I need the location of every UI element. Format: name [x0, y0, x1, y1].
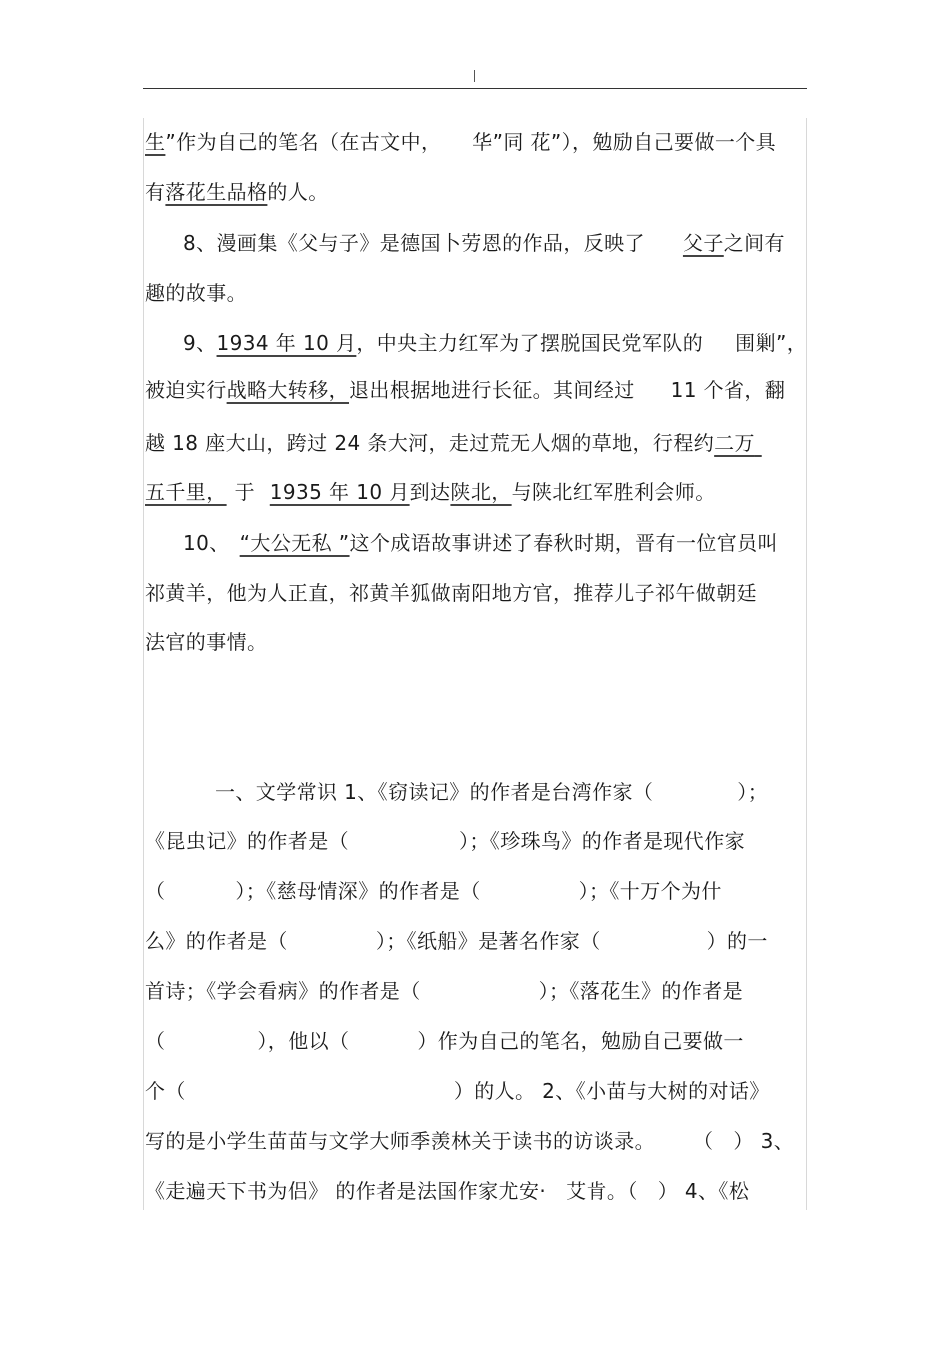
text: ）的人。 2、《小苗与大树的对话》: [453, 1079, 770, 1103]
header-rule: [143, 88, 807, 89]
page-frame-left: [143, 118, 144, 1210]
answer-fill: 二万: [714, 431, 755, 455]
answer-fill: 父子: [682, 231, 724, 255]
text: 11 个省，翻: [670, 378, 786, 402]
answer-line-2: [145, 180, 807, 204]
text: ） 4、《松: [657, 1179, 750, 1203]
text: ）；《纸船》是著名作家（: [375, 929, 601, 953]
text: 8、漫画集《父与子》是德国卜劳恩的作品，反映了: [183, 231, 645, 255]
text: 写的是小学生苗苗与文学大师季羡林关于读书的访谈录。: [145, 1129, 655, 1153]
text: 之间有: [723, 231, 785, 255]
exercise-line-2: [145, 829, 807, 853]
text: ），他以（: [257, 1029, 350, 1053]
answer-fill: “大公无私 ”: [239, 531, 350, 555]
answer-line-3: [183, 231, 845, 255]
text: ）的一: [706, 929, 768, 953]
answer-fill: 战略大转移，: [226, 378, 350, 402]
text: 么》的作者是（: [145, 929, 288, 953]
text: ）；《慈母情深》的作者是（: [235, 879, 481, 903]
text: 被迫实行: [145, 378, 227, 402]
text: ”作为自己的笔名（在古文中，: [165, 130, 432, 154]
exercise-line-8: [145, 1129, 807, 1153]
exercise-line-9: [145, 1179, 807, 1203]
exercise-line-5: [145, 979, 807, 1003]
answer-fill: 落花生品格: [165, 180, 268, 204]
text: 个（: [145, 1079, 186, 1103]
exercise-line-7: [145, 1079, 807, 1103]
text: ）；《珍珠鸟》的作者是现代作家: [459, 829, 745, 853]
answer-fill: 1935 年 10 月: [269, 480, 410, 504]
answer-fill: 生: [145, 130, 166, 154]
answer-fill: 陕北，: [450, 480, 512, 504]
exercise-line-4: [145, 929, 807, 953]
text: ）；《落花生》的作者是: [538, 979, 744, 1003]
text: 《走遍天下书为侣》 的作者是法国作家尤安·: [145, 1179, 547, 1203]
answer-line-9: [183, 531, 845, 555]
text: 有: [145, 180, 166, 204]
text: 退出根据地进行长征。其间经过: [349, 378, 635, 402]
answer-fill: 围剿”，: [735, 331, 808, 355]
text: 一、文学常识 1、《窃读记》的作者是台湾作家（: [215, 780, 654, 804]
text: 艾肯。（: [566, 1179, 638, 1203]
text: （: [693, 1129, 714, 1153]
text: 9、: [183, 331, 217, 355]
answer-line-4: 趣的故事。: [145, 281, 247, 305]
exercise-line-3: [145, 879, 807, 903]
text: ）；: [737, 780, 769, 804]
text: 到达: [409, 480, 451, 504]
answer-line-8: [145, 480, 807, 504]
text: 这个成语故事讲述了春秋时期，晋有一位官员叫: [349, 531, 778, 555]
answer-line-5: [183, 331, 845, 355]
exercise-line-6: [145, 1029, 807, 1053]
text: 《昆虫记》的作者是（: [145, 829, 349, 853]
text: ）；《十万个为什: [578, 879, 722, 903]
text: 与陕北红军胜利会师。: [511, 480, 716, 504]
text: 华”同 花”），勉励自己要做一个具: [431, 130, 777, 154]
text: （: [145, 1029, 166, 1053]
header-mark: [474, 70, 475, 82]
answer-fill: 五千里，: [145, 480, 227, 504]
answer-line-11: 法官的事情。: [145, 630, 268, 654]
text: ）作为自己的笔名，勉励自己要做一: [417, 1029, 744, 1053]
text: 10、: [183, 531, 230, 555]
answer-line-6: [145, 378, 807, 402]
text: 首诗；《学会看病》的作者是（: [145, 979, 421, 1003]
text: （: [145, 879, 166, 903]
answer-line-1: [145, 130, 807, 154]
answer-fill: 1934 年 10 月: [216, 331, 357, 355]
text: ） 3、: [733, 1129, 795, 1153]
text: 于: [234, 480, 262, 504]
answer-line-7: [145, 431, 807, 455]
answer-line-10: 祁黄羊，他为人正直，祁黄羊狐做南阳地方官，推荐儿子祁午做朝廷: [145, 581, 757, 605]
text: ，中央主力红军为了摆脱国民党军队的: [356, 331, 704, 355]
text: 越 18 座大山，跨过 24 条大河，走过荒无人烟的草地，行程约: [145, 431, 715, 455]
text: 的人。: [267, 180, 329, 204]
exercise-line-1: [215, 780, 807, 804]
